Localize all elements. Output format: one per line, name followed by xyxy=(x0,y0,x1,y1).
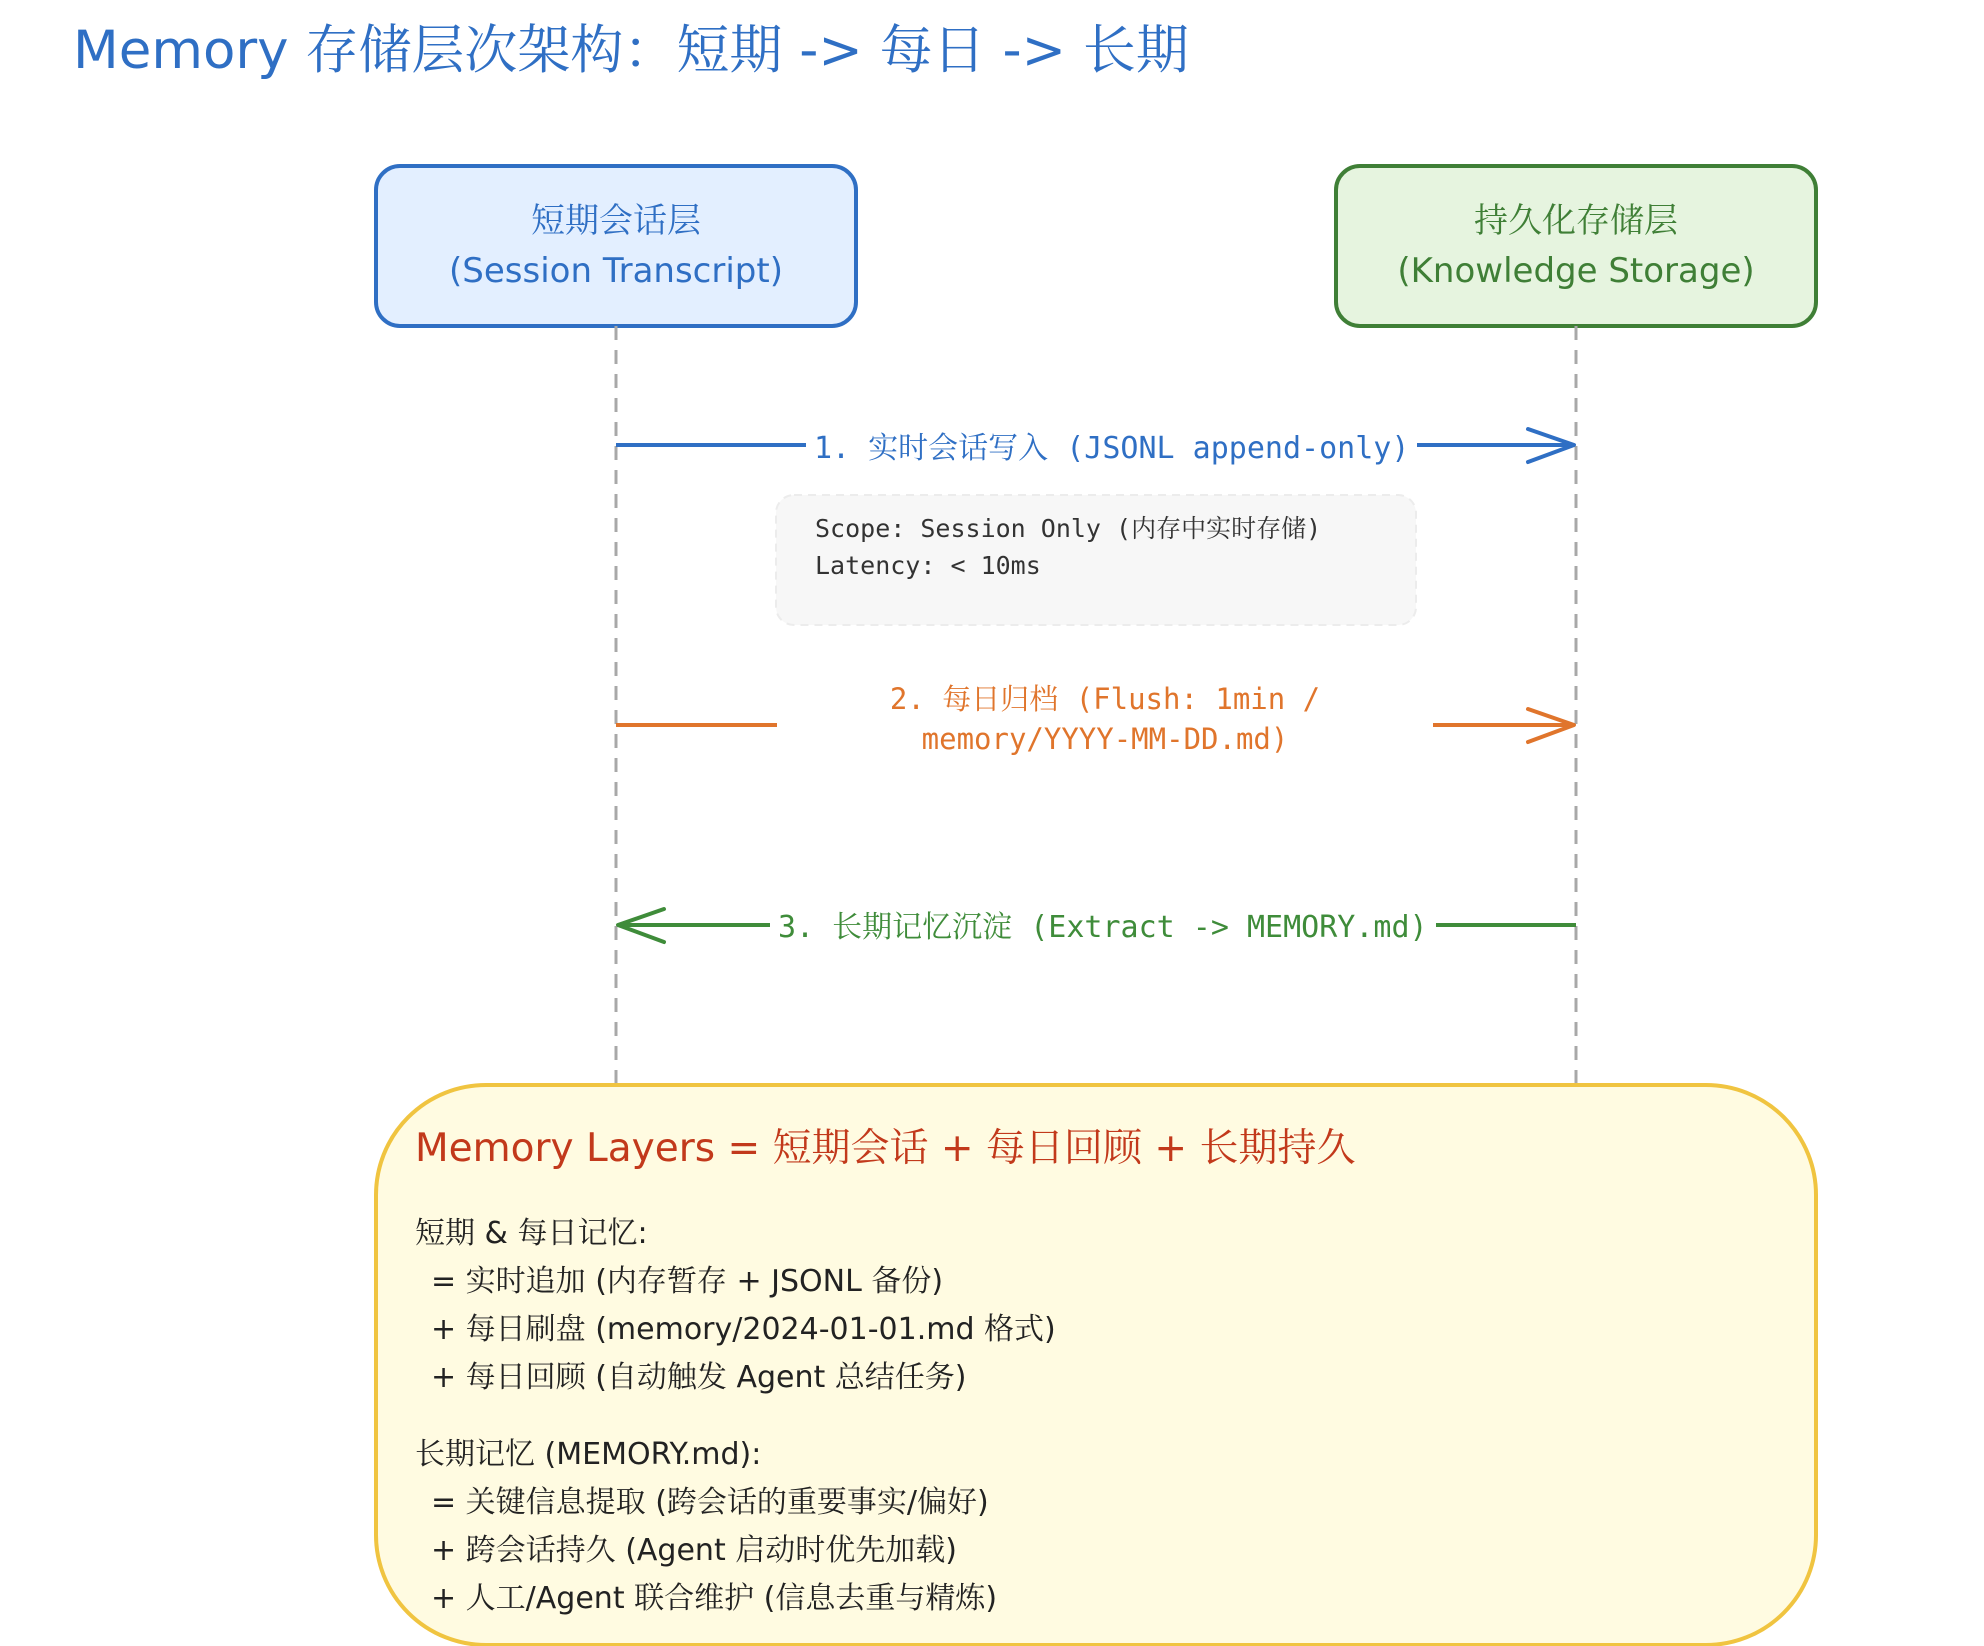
message-1-label: 1. 实时会话写入 (JSONL append-only) xyxy=(806,423,1417,467)
message-2-label: 2. 每日归档 (Flush: 1min / memory/YYYY-MM-DD.md) xyxy=(777,679,1433,759)
summary-title: Memory Layers = 短期会话 + 每日回顾 + 长期持久 xyxy=(415,1126,1356,1171)
summary-section1-item: + 每日刷盘 (memory/2024-01-01.md 格式) xyxy=(431,1312,1056,1347)
short-term-label-line1: 短期会话层 xyxy=(531,201,701,241)
long-term-label-line2: (Knowledge Storage) xyxy=(1397,251,1755,291)
summary-section1-item: = 实时追加 (内存暂存 + JSONL 备份) xyxy=(431,1264,944,1299)
short-term-label-line2: (Session Transcript) xyxy=(449,251,783,291)
note-text xyxy=(815,510,1321,584)
short-term-label xyxy=(376,196,856,296)
message-3-label: 3. 长期记忆沉淀 (Extract -> MEMORY.md) xyxy=(770,902,1436,946)
summary-section2-item: = 关键信息提取 (跨会话的重要事实/偏好) xyxy=(431,1485,989,1520)
note-line-2: Latency: < 10ms xyxy=(815,551,1041,580)
summary-section2-item: + 人工/Agent 联合维护 (信息去重与精炼) xyxy=(431,1581,998,1616)
page-title: Memory 存储层次架构：短期 -> 每日 -> 长期 xyxy=(73,20,1189,81)
summary-section1-item: + 每日回顾 (自动触发 Agent 总结任务) xyxy=(431,1360,967,1395)
summary-section1-heading: 短期 & 每日记忆: xyxy=(415,1216,648,1251)
summary-section2-heading: 长期记忆 (MEMORY.md): xyxy=(415,1437,762,1472)
long-term-label-line1: 持久化存储层 xyxy=(1474,201,1678,241)
long-term-label xyxy=(1336,196,1816,296)
summary-section2-item: + 跨会话持久 (Agent 启动时优先加载) xyxy=(431,1533,957,1568)
note-line-1: Scope: Session Only (内存中实时存储) xyxy=(815,514,1322,543)
